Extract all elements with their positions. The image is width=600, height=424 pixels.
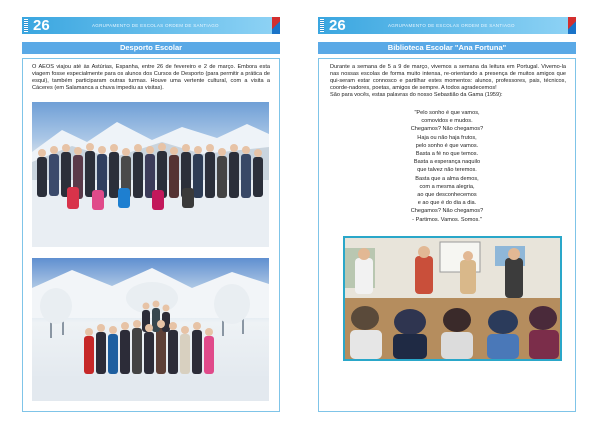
header-stripes-decoration (320, 19, 324, 32)
poem-line: que talvez não teremos. (417, 167, 477, 174)
photo-illustration (32, 258, 269, 401)
header-title: AGRUPAMENTO DE ESCOLAS ORDEM DE SANTIAGO (92, 23, 219, 28)
page-header (318, 17, 576, 34)
poem-line: Chegamos? Não chegamos? (410, 126, 484, 133)
poem-line: pelo sonho é que vamos. (415, 142, 479, 149)
group-photo-mountains (32, 102, 269, 247)
poem-line: "Pelo sonho é que vamos, (414, 110, 480, 116)
section-title: Desporto Escolar (22, 42, 280, 54)
page-number: 26 (33, 17, 50, 34)
intro-line: São para vocês, estas palavras do nosso Sebastião da Gama (1959): (330, 92, 503, 98)
poem-line: ao que desconhecemos (417, 192, 477, 199)
poem-line: comovidos e mudos. (421, 118, 473, 125)
photo-illustration (345, 238, 560, 359)
right-page (318, 8, 576, 416)
classroom-photo (343, 236, 562, 361)
left-page (22, 8, 280, 416)
flag-icon (568, 17, 576, 34)
poem-line: com a mesma alegria, (419, 183, 475, 190)
header-stripes-decoration (24, 19, 28, 32)
page-number: 26 (329, 17, 346, 34)
page-header (22, 17, 280, 34)
poem-line: Chegamos? Não chegamos? (410, 208, 484, 215)
group-photo-snow (32, 258, 269, 401)
article-text: O AEOS viajou até às Astúrias, Espanha, entre 26 de fevereiro e 2 de março. Embora esta viagem fosse especialmente para os alunos dos Cursos de Desporto (para permitir a prática de esqui), também participaram outras turmas. Houve uma vertente cultural, com a visita a Cáceres (em Salamanca a chuva impediu as visitas). (32, 64, 270, 91)
section-title: Biblioteca Escolar "Ana Fortuna" (318, 42, 576, 54)
poem (318, 109, 576, 224)
photo-illustration (32, 102, 269, 247)
poem-line: Basta a esperança naquilo (413, 159, 481, 166)
poem-line: Basta a fé no que temos. (415, 151, 479, 158)
intro-paragraph: Durante a semana de 5 a 9 de março, vivemos a semana da leitura em Portugal. Vivemo-la nas nossas escolas de forma muito intensa, re-orientando a presença de muitos amigos que qui-seram estar connosco e partilhar estes momentos: alunos, professores, pais, técnicos, coorde-nadores, poetas, amigos de sempre. A todos agradecemos! (330, 64, 566, 91)
poem-line: Basta que a alma demos, (415, 175, 479, 182)
poem-line: e ao que é do dia a dia. (417, 200, 477, 207)
article-intro (330, 64, 566, 99)
poem-line: Haja ou não haja frutos, (417, 134, 477, 141)
header-title: AGRUPAMENTO DE ESCOLAS ORDEM DE SANTIAGO (388, 23, 515, 28)
poem-line: - Partimos. Vamos. Somos." (412, 216, 482, 223)
flag-icon (272, 17, 280, 34)
